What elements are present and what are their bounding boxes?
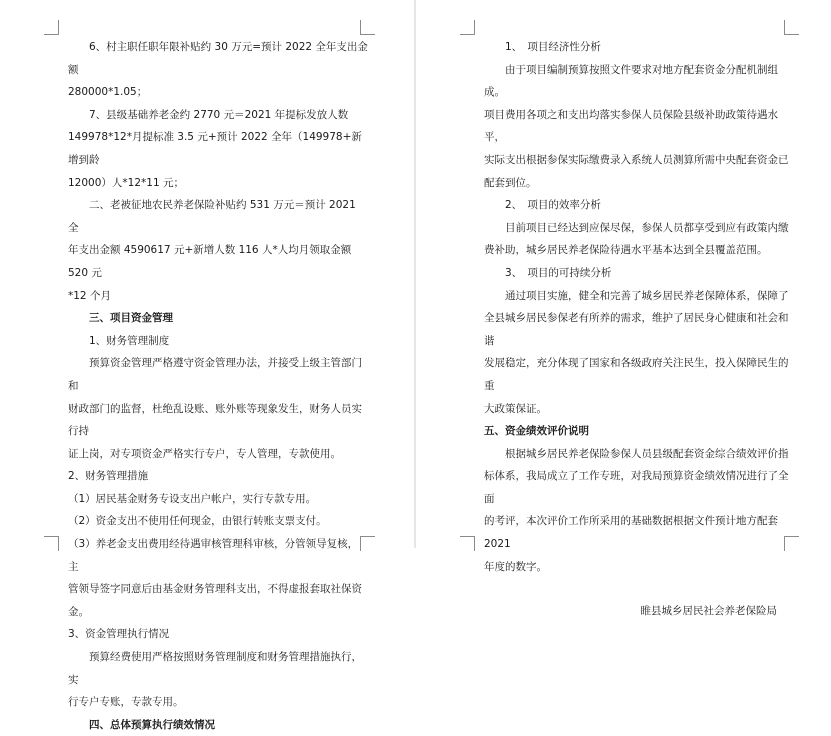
subsection-heading: 3、资金管理执行情况	[68, 628, 170, 641]
text-line: 7、县级基础养老金约 2770 元＝2021 年提标发放人数	[89, 108, 349, 121]
subsection-heading: 1、 项目经济性分析	[505, 41, 601, 53]
subsection-heading: 2、 项目的效率分析	[505, 199, 601, 212]
text-line: （1）居民基金财务专设支出户帐户，实行专款专用。	[68, 492, 317, 505]
text-line: （2）资金支出不使用任何现金，由银行转账支票支付。	[68, 515, 327, 528]
text-line: 行专户专账，专款专用。	[68, 696, 184, 709]
text-line: 财政部门的监督，杜绝乱设账、账外账等现象发生，财务人员实行持	[68, 402, 362, 438]
text-line: 证上岗，对专项资金严格实行专户，专人管理，专款使用。	[68, 447, 341, 460]
text-line: 项目费用各项之和支出均落实参保人员保险县级补助政策待遇水平，	[484, 108, 778, 144]
crop-mark-top-left	[44, 20, 59, 35]
text-line: （3）养老金支出费用经待遇审核管理科审核，分管领导复核，主	[68, 538, 359, 573]
section-heading: 五、资金绩效评价说明	[484, 425, 589, 438]
subsection-heading: 3、 项目的可持续分析	[505, 266, 612, 279]
text-line: 目前项目已经达到应保尽保，参保人员都享受到应有政策内缴	[505, 221, 789, 234]
text-line: *12 个月	[68, 289, 111, 302]
text-line: 管领导签字同意后由基金财务管理科支出，不得虚报套取社保资金。	[68, 583, 362, 618]
text-line: 由于项目编制预算按照文件要求对地方配套资金分配机制组成。	[484, 63, 778, 99]
text-line: 年度的数字。	[484, 560, 547, 573]
text-line: 配套到位。	[484, 176, 537, 189]
crop-mark-top-right	[784, 20, 799, 35]
crop-mark-bottom-left	[44, 536, 59, 551]
text-line: 二、老被征地农民养老保险补贴约 531 万元＝预计 2021 全	[68, 199, 356, 234]
crop-mark-top-right	[360, 20, 375, 35]
text-line: 年支出金额 4590617 元+新增人数 116 人*人均月领取金额 520 元	[68, 244, 352, 279]
text-line: 149978*12*月提标准 3.5 元+预计 2022 全年（149978+新增到龄	[68, 131, 362, 166]
text-line: 12000）人*12*11 元；	[68, 176, 184, 189]
text-line: 的考评，本次评价工作所采用的基础数据根据文件预计地方配套 2021	[484, 515, 778, 551]
subsection-heading: 2、财务管理措施	[68, 470, 149, 483]
text-line: 发展稳定，充分体现了国家和各级政府关注民生，投入保障民生的重	[484, 357, 789, 392]
text-line: 预算经费使用严格按照财务管理制度和财务管理措施执行，实	[68, 651, 362, 686]
text-line: 标体系，我局成立了工作专班，对我局预算资金绩效情况进行了全面	[484, 470, 789, 505]
text-line: 全县城乡居民参保老有所养的需求，维护了居民身心健康和社会和谐	[484, 312, 789, 347]
text-line: 费补助，城乡居民养老保险待遇水平基本达到全县覆盖范围。	[484, 244, 768, 257]
crop-mark-bottom-left	[460, 536, 475, 551]
text-line: 根据城乡居民养老保险参保人员县级配套资金综合绩效评价指	[505, 447, 789, 460]
section-heading: 四、总体预算执行绩效情况	[89, 718, 215, 731]
text-line: 实际支出根据参保实际缴费录入系统人员测算所需中央配套资金已	[484, 153, 789, 166]
right-page-text	[484, 36, 791, 623]
text-line: 预算资金管理严格遵守资金管理办法，并接受上级主管部门和	[68, 357, 362, 392]
signature-line: 睢县城乡居民社会养老保险局	[640, 605, 777, 618]
left-page-text	[68, 36, 368, 736]
text-line: 通过项目实施，健全和完善了城乡居民养老保障体系，保障了	[505, 289, 789, 302]
crop-mark-top-left	[460, 20, 475, 35]
text-line: 6、村主职任职年限补贴约 30 万元=预计 2022 全年支出金额	[68, 41, 368, 76]
text-line: 280000*1.05；	[68, 86, 148, 99]
section-heading: 三、项目资金管理	[89, 312, 173, 325]
subsection-heading: 1、财务管理制度	[89, 334, 170, 347]
text-line: 大政策保证。	[484, 402, 547, 415]
